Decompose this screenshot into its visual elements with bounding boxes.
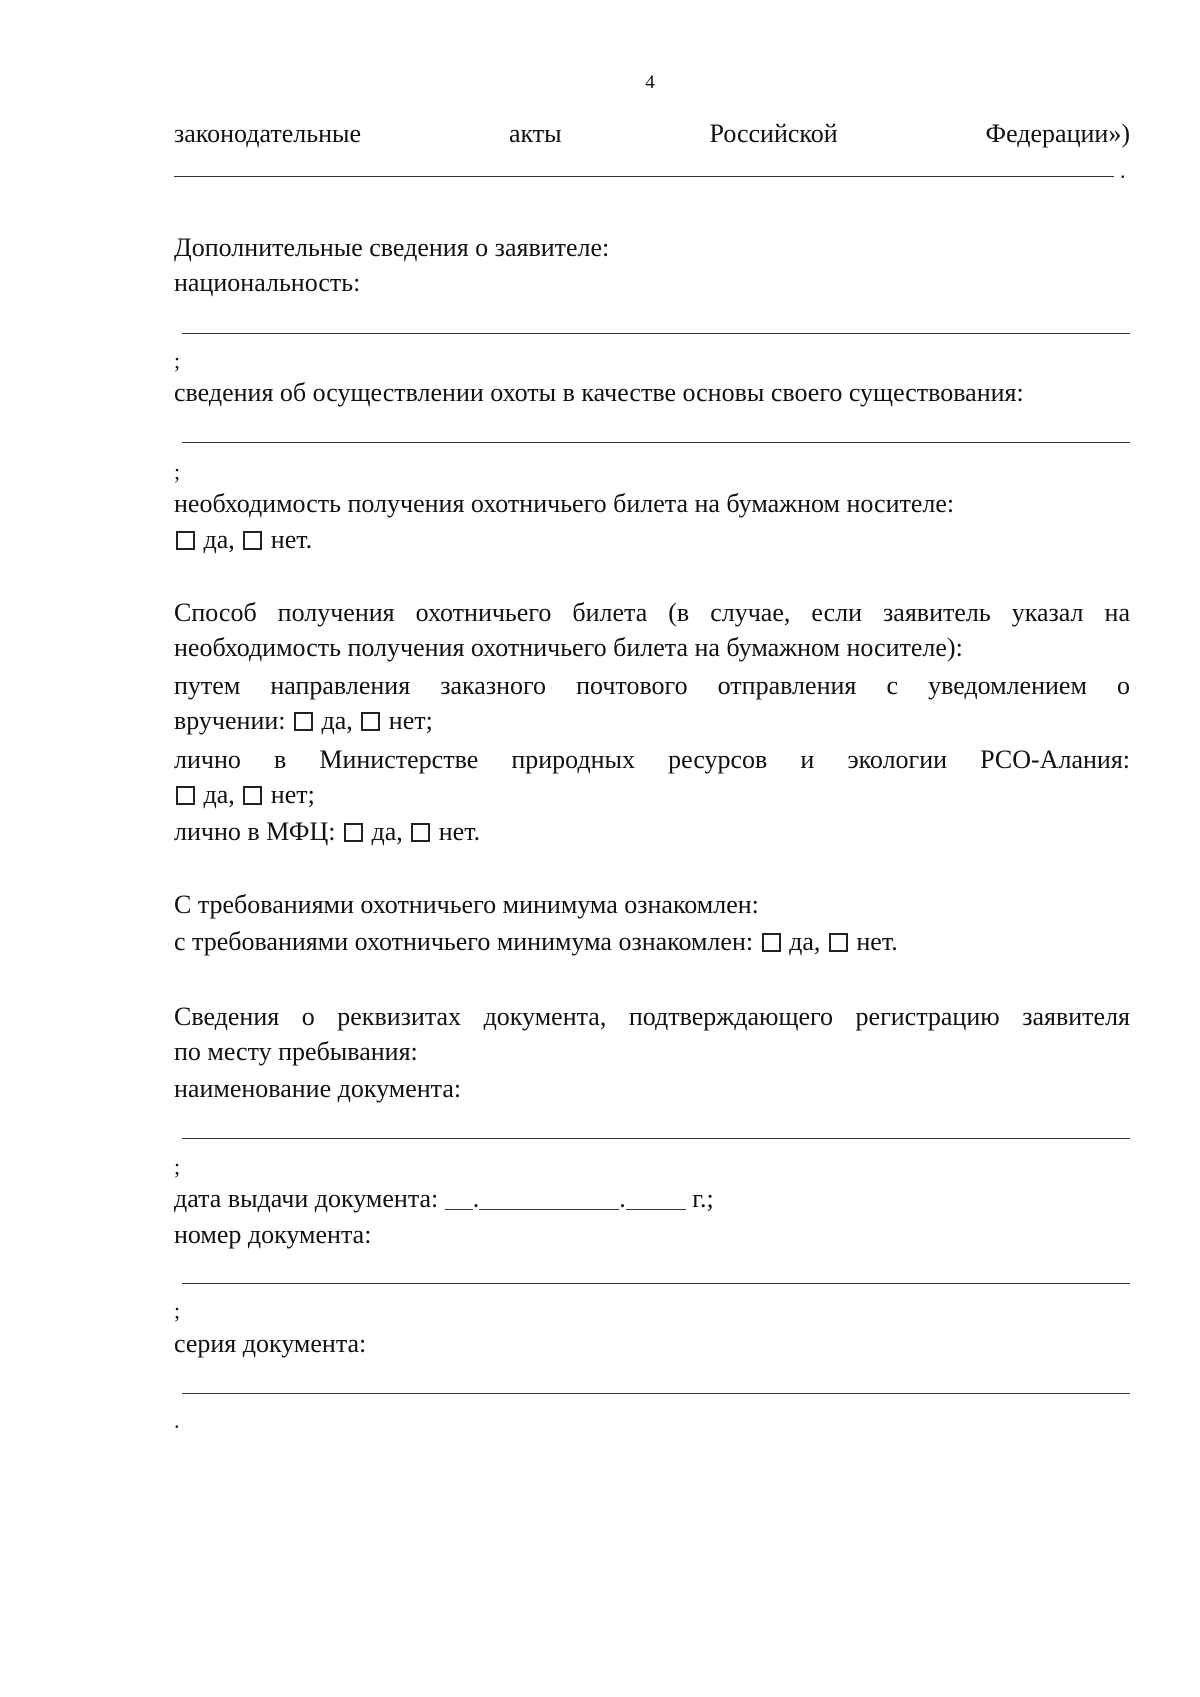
date-day-field[interactable] (445, 1187, 473, 1210)
no-label: нет. (856, 927, 898, 956)
yes-checkbox[interactable] (176, 786, 195, 805)
no-label: нет. (438, 817, 481, 846)
yes-checkbox[interactable] (176, 531, 195, 550)
additional-heading: Дополнительные сведения о заявителе: (174, 233, 610, 262)
semicolon: ; (174, 1298, 181, 1323)
no-checkbox[interactable] (243, 531, 262, 550)
minimum-options (174, 925, 898, 959)
no-label: нет. (270, 525, 313, 554)
word: законодательные (174, 119, 362, 148)
period: . (1120, 158, 1126, 183)
date-label: дата выдачи документа: (174, 1184, 439, 1213)
yes-checkbox[interactable] (294, 712, 313, 731)
date-month-field[interactable] (479, 1187, 619, 1210)
no-checkbox[interactable] (411, 823, 430, 842)
semicolon: ; (174, 348, 181, 373)
series-label: серия документа: (174, 1329, 367, 1358)
mfc-options (174, 815, 480, 849)
minimum-prefix: с требованиями охотничьего минимума ознакомлен: (174, 927, 754, 956)
yes-label: да, (789, 927, 821, 956)
semicolon: ; (174, 459, 181, 484)
no-label: нет; (270, 780, 315, 809)
yes-label: да, (371, 817, 403, 846)
yes-label: да, (321, 706, 353, 735)
semicolon: ; (174, 1154, 181, 1179)
yes-label: да, (203, 780, 235, 809)
minimum-heading: С требованиями охотничьего минимума ознакомлен: (174, 890, 759, 919)
date-dot: . (619, 1184, 626, 1213)
number-field[interactable] (182, 1283, 1130, 1284)
mail-line1: путем направления заказного почтового отправления с уведомлением о (174, 671, 1130, 700)
method-line1: Способ получения охотничьего билета (в случае, если заявитель указал на (174, 598, 1130, 627)
registration-line2: по месту пребывания: (174, 1037, 418, 1066)
continuation-line (174, 117, 1130, 151)
nationality-field[interactable] (182, 333, 1130, 334)
ministry-line: лично в Министерстве природных ресурсов и экологии РСО-Алания: (174, 745, 1130, 774)
date-year-field[interactable] (626, 1187, 686, 1210)
number-label: номер документа: (174, 1220, 372, 1249)
mfc-prefix: лично в МФЦ: (174, 817, 336, 846)
mail-options (174, 704, 433, 738)
hunting-label: сведения об осуществлении охоты в качестве основы своего существования: (174, 378, 1024, 407)
date-row (174, 1182, 714, 1216)
year-suffix: г.; (692, 1184, 714, 1213)
doc-name-label: наименование документа: (174, 1074, 462, 1103)
word: акты (508, 119, 562, 148)
final-period: . (174, 1408, 180, 1433)
registration-line1: Сведения о реквизитах документа, подтверждающего регистрацию заявителя (174, 1002, 1130, 1031)
mail-prefix: вручении: (174, 706, 286, 735)
paper-ticket-label: необходимость получения охотничьего билета на бумажном носителе: (174, 489, 955, 518)
no-checkbox[interactable] (829, 933, 848, 952)
page-number: 4 (645, 72, 655, 93)
ministry-options (174, 778, 315, 812)
no-label: нет; (388, 706, 433, 735)
yes-checkbox[interactable] (344, 823, 363, 842)
doc-name-field[interactable] (182, 1138, 1130, 1139)
nationality-label: национальность: (174, 268, 361, 297)
method-line2: необходимость получения охотничьего билета на бумажном носителе): (174, 633, 963, 662)
no-checkbox[interactable] (243, 786, 262, 805)
yes-checkbox[interactable] (762, 933, 781, 952)
no-checkbox[interactable] (361, 712, 380, 731)
paper-ticket-options (174, 523, 312, 557)
word: Федерации») (985, 119, 1130, 148)
hunting-field[interactable] (182, 442, 1130, 443)
yes-label: да, (203, 525, 235, 554)
fill-line (174, 176, 1114, 177)
date-dot: . (472, 1184, 480, 1213)
series-field[interactable] (182, 1393, 1130, 1394)
word: Российской (709, 119, 838, 148)
